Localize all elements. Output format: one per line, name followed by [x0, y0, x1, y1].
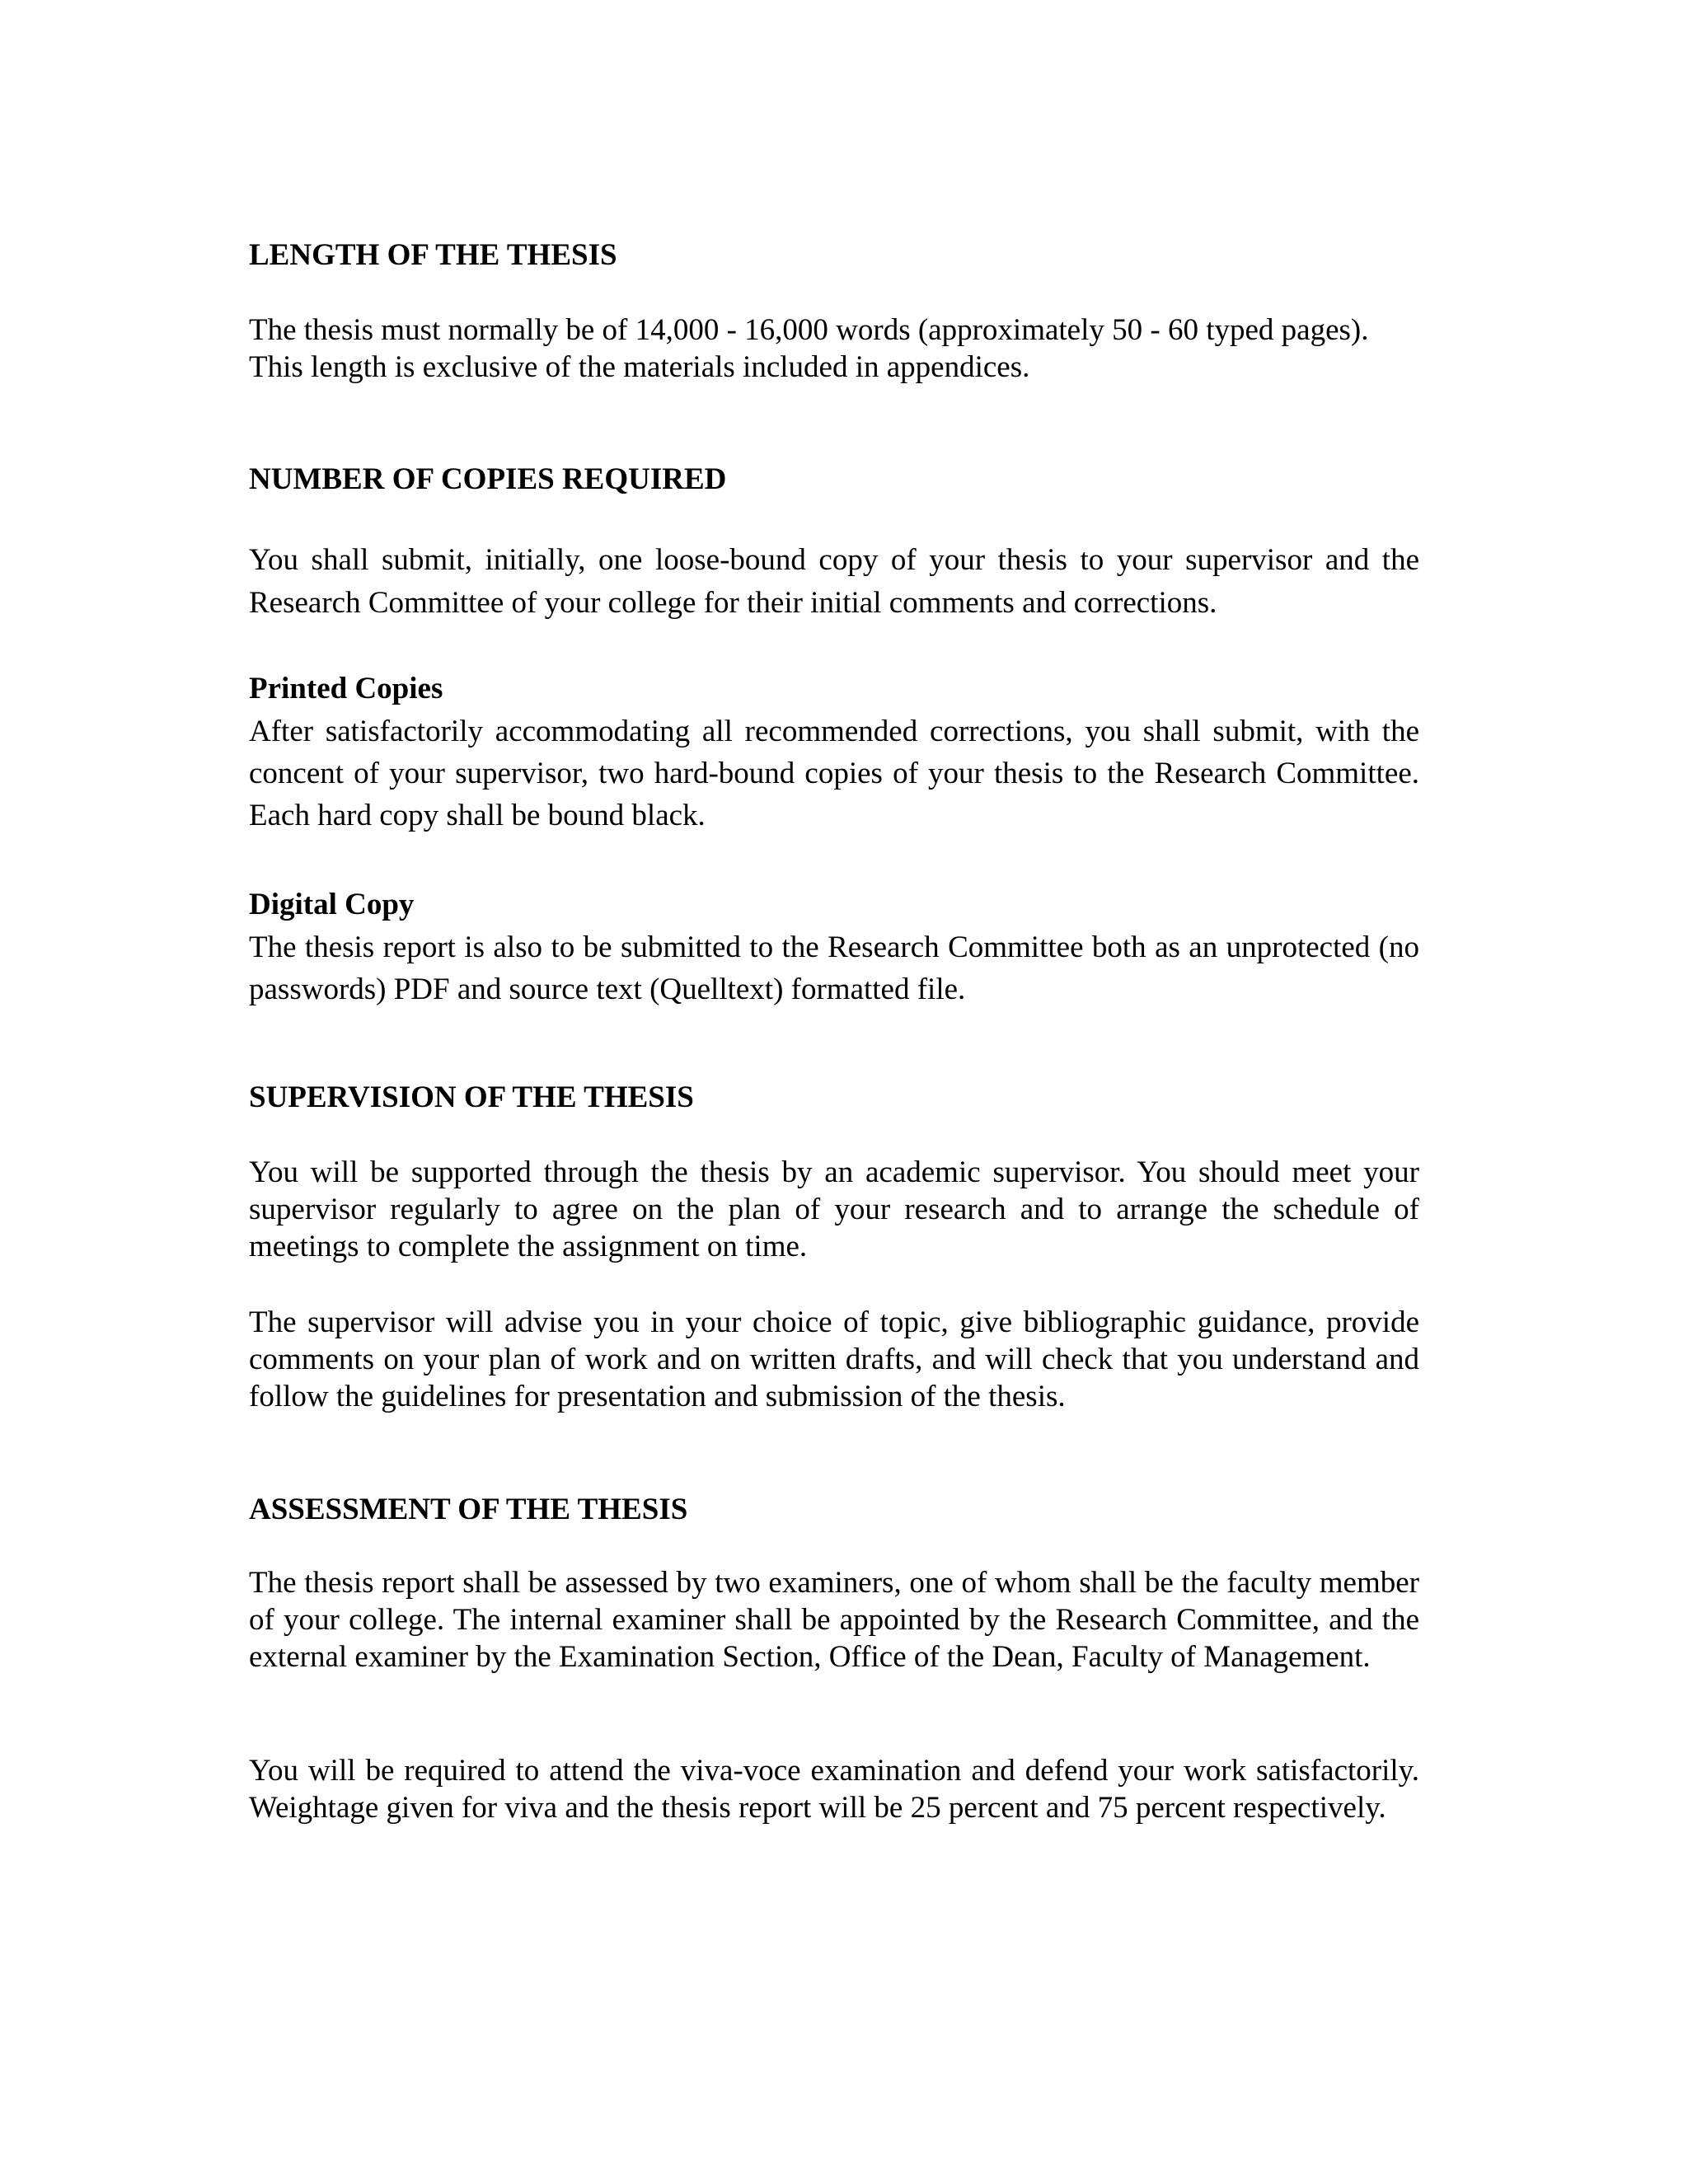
section-heading-length: LENGTH OF THE THESIS — [249, 238, 617, 272]
section-body-assessment-2: You will be required to attend the viva-voce examination and defend your work satisfactorily. Weightage given for viva and the thesis report will be 25 percent and 75 percent respectively. — [249, 1754, 1419, 1825]
section-body-supervision-1: You will be supported through the thesis by an academic supervisor. You should meet your supervisor regularly to agree on the plan of your research and to arrange the schedule of meetings to complete the assignment on time. — [249, 1155, 1419, 1263]
body-printed-copies: After satisfactorily accommodating all recommended corrections, you shall submit, with the concent of your supervisor, two hard-bound copies of your thesis to the Research Committee. Each hard copy shall be bound black. — [249, 715, 1419, 832]
section-heading-supervision: SUPERVISION OF THE THESIS — [249, 1080, 694, 1114]
section-heading-assessment: ASSESSMENT OF THE THESIS — [249, 1493, 688, 1526]
section-body-length: The thesis must normally be of 14,000 - 16,000 words (approximately 50 - 60 typed pages). This length is exclusive of the materials included in appendices. — [249, 313, 1369, 384]
body-digital-copy: The thesis report is also to be submitted to the Research Committee both as an unprotected (no passwords) PDF and source text (Quelltext) formatted file. — [249, 930, 1419, 1006]
section-body-supervision-2: The supervisor will advise you in your choice of topic, give bibliographic guidance, provide comments on your plan of work and on written drafts, and will check that you understand and follow the guidelines for presentation and submission of the thesis. — [249, 1305, 1419, 1413]
section-body-assessment-1: The thesis report shall be assessed by two examiners, one of whom shall be the faculty member of your college. The internal examiner shall be appointed by the Research Committee, and the external examiner by the Examination Section, Office of the Dean, Faculty of Management. — [249, 1566, 1419, 1674]
section-body-copies: You shall submit, initially, one loose-bound copy of your thesis to your supervisor and the Research Committee of your college for their initial comments and corrections. — [249, 543, 1419, 620]
subheading-printed-copies: Printed Copies — [249, 672, 443, 705]
subheading-digital-copy: Digital Copy — [249, 888, 415, 921]
section-heading-copies: NUMBER OF COPIES REQUIRED — [249, 462, 727, 496]
